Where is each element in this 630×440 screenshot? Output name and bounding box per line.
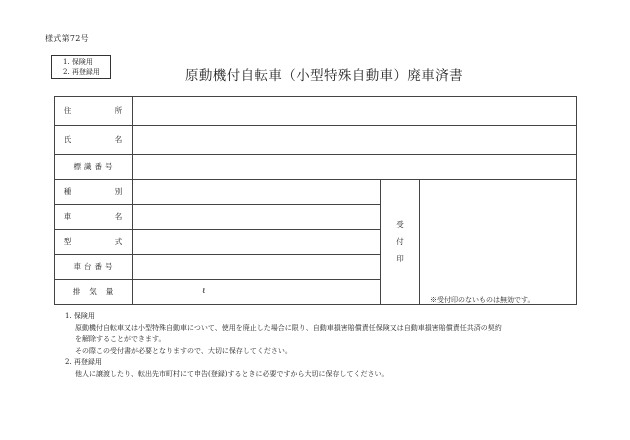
note-insurance-line: 原動機付自転車又は小型特殊自動車について、使用を廃止した場合に限り、自動車損害賠償責任保険又は自動車損害賠償責任共済の契約 xyxy=(75,323,502,332)
label-displacement: 排気量 xyxy=(72,287,123,296)
form-number: 様式第72号 xyxy=(45,34,89,43)
purpose-box xyxy=(51,55,111,79)
name-field[interactable] xyxy=(134,127,574,153)
label-vehicle-name: 車 名 xyxy=(63,212,141,221)
row-divider xyxy=(54,154,577,155)
label-address: 住 所 xyxy=(63,106,141,115)
note-insurance-line: その際この受付書が必要となりますので、大切に保存してください。 xyxy=(75,346,292,355)
plate-number-field[interactable] xyxy=(134,156,574,178)
vehicle-name-field[interactable] xyxy=(134,206,378,228)
document-title: 原動機付自転車（小型特殊自動車）廃車済書 xyxy=(185,68,463,84)
stamp-area xyxy=(421,181,575,291)
purpose-option-insurance: 1. 保険用 xyxy=(63,58,93,66)
label-name: 氏 名 xyxy=(63,135,141,144)
address-field[interactable] xyxy=(134,98,574,124)
stamp-label xyxy=(380,216,420,267)
purpose-option-reregister: 2. 再登録用 xyxy=(63,68,100,76)
label-model: 型 式 xyxy=(63,237,141,246)
displacement-field[interactable] xyxy=(134,281,200,303)
note-insurance-heading: 1. 保険用 xyxy=(65,312,95,320)
stamp-label-char: 受 xyxy=(396,220,404,229)
model-field[interactable] xyxy=(134,231,378,253)
row-divider xyxy=(54,125,577,126)
label-type: 種 別 xyxy=(63,187,141,196)
label-chassis-number: 車台番号 xyxy=(73,262,116,271)
note-reregister-line: 他人に譲渡したり、転出先市町村にて申告(登録)するときに必要ですから大切に保存してください。 xyxy=(75,369,389,378)
stamp-label-char: 印 xyxy=(396,254,404,263)
displacement-unit: ℓ xyxy=(202,286,206,295)
chassis-number-field[interactable] xyxy=(134,256,378,278)
note-reregister-heading: 2. 再登録用 xyxy=(65,358,102,366)
usage-notes xyxy=(65,311,502,380)
table-border-right xyxy=(576,96,577,305)
vehicle-info-table xyxy=(54,96,577,305)
label-plate-number: 標識番号 xyxy=(73,162,116,171)
stamp-validity-note: ※受付印のないものは無効です。 xyxy=(430,296,535,304)
note-insurance-line: を解除することができます。 xyxy=(75,335,166,343)
label-column-divider xyxy=(132,96,133,305)
type-field[interactable] xyxy=(134,181,378,203)
stamp-label-char: 付 xyxy=(396,237,404,246)
row-divider xyxy=(54,179,577,180)
